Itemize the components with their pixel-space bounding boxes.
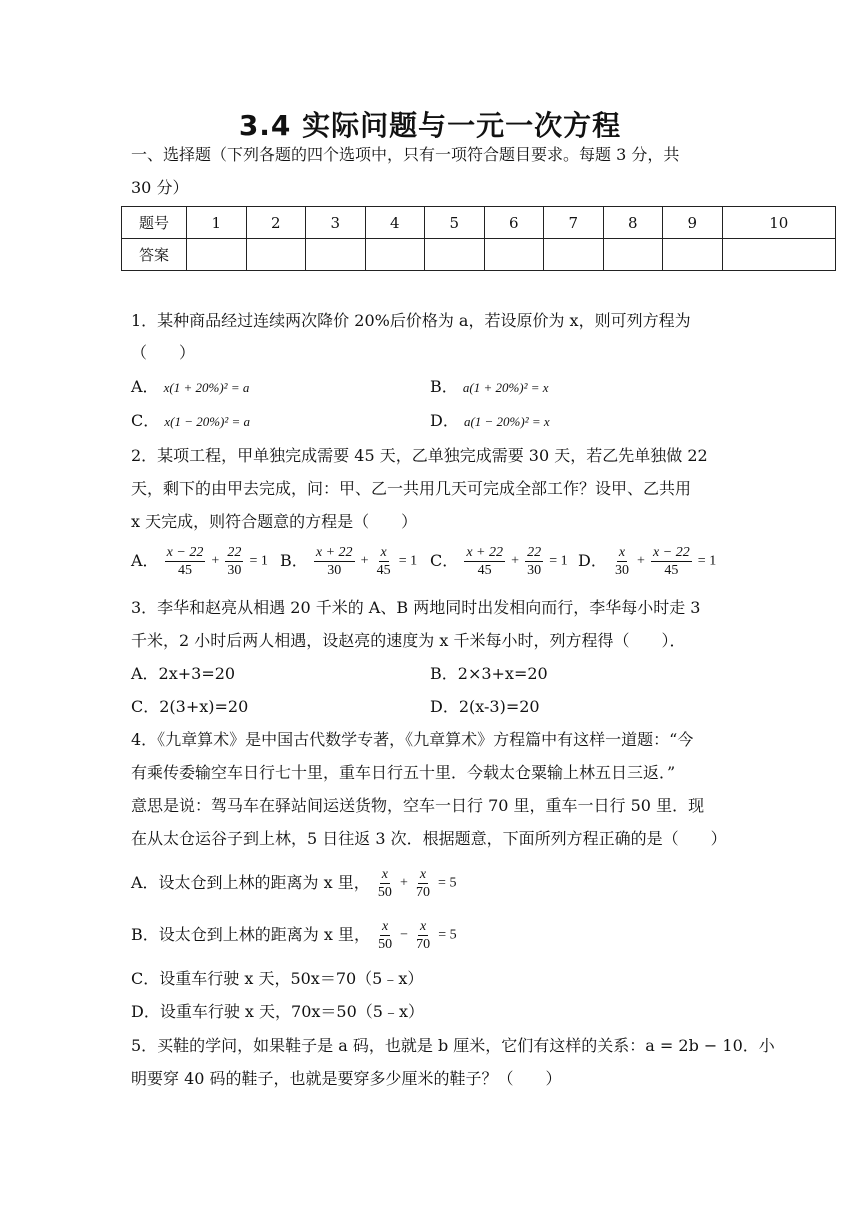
q2-stem-line2: 天，剩下的由甲去完成，问：甲、乙一共用几天可完成全部工作？设甲、乙共用 [131, 479, 692, 498]
q4-stem-line4: 在从太仓运谷子到上林，5 日往返 3 次．根据题意，下面所列方程正确的是（ ） [131, 829, 727, 848]
section-header-line2: 30 分） [131, 178, 189, 197]
fraction: $\frac{x + 22}{30}$ [315, 545, 353, 578]
option-expression: a(1 + 20%)² = x [462, 380, 549, 395]
fraction: $\frac{x}{70}$ [416, 919, 431, 952]
q5-stem-line1: 5．买鞋的学问，如果鞋子是 a 码，也就是 b 厘米，它们有这样的关系：a = 2b − 10．小 [131, 1036, 775, 1055]
page-title: 3.4 实际问题与一元一次方程 [238, 109, 622, 142]
q4-stem-line3: 意思是说：驾马车在驿站间运送货物，空车一日行 70 里，重车一日行 50 里．现 [131, 796, 705, 815]
fraction: $\frac{x}{30}$ [614, 545, 629, 578]
q3-option-c: C．2(3+x)=20 [131, 697, 249, 716]
q3-option-d: D．2(x-3)=20 [430, 697, 540, 716]
q1-option-b [430, 377, 549, 398]
q1-option-a [131, 377, 249, 398]
fraction: $\frac{x}{45}$ [376, 545, 391, 578]
fraction: $\frac{x}{70}$ [415, 867, 430, 900]
table-header-cell: 答案 [122, 239, 187, 271]
q4-option-b: B．设太仓到上林的距离为 x 里， $\frac{x}{50}$ − $\frac{x}{70}$ = 5 [131, 919, 457, 952]
option-expression: x(1 − 20%)² = a [164, 414, 251, 429]
table-header-cell: 题号 [122, 207, 187, 239]
table-cell: 5 [425, 207, 485, 239]
option-label: D． [430, 411, 459, 430]
table-cell: 10 [722, 207, 836, 239]
answer-cell[interactable] [187, 239, 247, 271]
answer-cell[interactable] [365, 239, 425, 271]
table-cell: 4 [365, 207, 425, 239]
option-label: D． [578, 551, 607, 570]
answer-cell[interactable] [663, 239, 723, 271]
q2-option-b: B． $\frac{x + 22}{30}$ + $\frac{x}{45}$ = 1 [280, 545, 418, 578]
fraction: $\frac{22}{30}$ [227, 545, 242, 578]
q4-option-c: C．设重车行驶 x 天，50x＝70（5﹣x） [131, 969, 424, 988]
q2-option-a: A． $\frac{x - 22}{45}$ + $\frac{22}{30}$ = 1 [131, 545, 268, 578]
option-label: B． [430, 377, 458, 396]
fraction: $\frac{x + 22}{45}$ [466, 545, 504, 578]
answer-cell[interactable] [603, 239, 663, 271]
table-cell: 2 [246, 207, 306, 239]
table-row [122, 239, 836, 271]
option-label: C． [430, 551, 459, 570]
fraction: $\frac{22}{30}$ [527, 545, 542, 578]
q2-stem-line3: x 天完成，则符合题意的方程是（ ） [131, 512, 418, 531]
q4-stem-line2: 有乘传委输空车日行七十里，重车日行五十里．今载太仓粟输上林五日三返．” [131, 763, 676, 782]
q5-stem-line2: 明要穿 40 码的鞋子，也就是要穿多少厘米的鞋子？（ ） [131, 1069, 562, 1088]
option-text: B．设太仓到上林的距离为 x 里， [131, 925, 370, 944]
table-row [122, 207, 836, 239]
q2-option-d: D． $\frac{x}{30}$ + $\frac{x - 22}{45}$ = 1 [578, 545, 717, 578]
table-cell: 7 [544, 207, 604, 239]
answer-cell[interactable] [306, 239, 366, 271]
option-label: A． [131, 551, 159, 570]
table-cell: 9 [663, 207, 723, 239]
q4-option-a: A．设太仓到上林的距离为 x 里， $\frac{x}{50}$ + $\frac{x}{70}$ = 5 [131, 867, 457, 900]
q4-option-d: D．设重车行驶 x 天，70x＝50（5﹣x） [131, 1002, 424, 1021]
option-label: B． [280, 551, 308, 570]
answer-cell[interactable] [246, 239, 306, 271]
answer-table [121, 206, 836, 271]
q3-option-b: B．2×3+x=20 [430, 664, 548, 683]
q1-option-d [430, 411, 550, 432]
option-text: A．设太仓到上林的距离为 x 里， [131, 873, 370, 892]
answer-cell[interactable] [722, 239, 836, 271]
fraction: $\frac{x}{50}$ [377, 867, 392, 900]
option-label: C． [131, 411, 160, 430]
q1-stem-line2: （ ） [131, 343, 196, 362]
answer-cell[interactable] [425, 239, 485, 271]
table-cell: 8 [603, 207, 663, 239]
option-expression: x(1 + 20%)² = a [163, 380, 250, 395]
fraction: $\frac{x}{50}$ [378, 919, 393, 952]
fraction: $\frac{x - 22}{45}$ [653, 545, 690, 578]
q2-option-c: C． $\frac{x + 22}{45}$ + $\frac{22}{30}$ = 1 [430, 545, 568, 578]
q3-option-a: A．2x+3=20 [131, 664, 236, 683]
fraction: $\frac{x - 22}{45}$ [166, 545, 204, 578]
option-label: A． [131, 377, 159, 396]
q4-stem-line1: 4．《九章算术》是中国古代数学专著，《九章算术》方程篇中有这样一道题：“今 [131, 730, 694, 749]
answer-cell[interactable] [484, 239, 544, 271]
section-header-line1: 一、选择题（下列各题的四个选项中，只有一项符合题目要求。每题 3 分，共 [131, 145, 680, 164]
table-cell: 1 [187, 207, 247, 239]
q1-option-c [131, 411, 250, 432]
q1-stem-line1: 1．某种商品经过连续两次降价 20%后价格为 a，若设原价为 x，则可列方程为 [131, 311, 691, 330]
q2-stem-line1: 2．某项工程，甲单独完成需要 45 天，乙单独完成需要 30 天，若乙先单独做 22 [131, 446, 708, 465]
table-cell: 3 [306, 207, 366, 239]
option-expression: a(1 − 20%)² = x [463, 414, 550, 429]
answer-cell[interactable] [544, 239, 604, 271]
table-cell: 6 [484, 207, 544, 239]
q3-stem-line1: 3．李华和赵亮从相遇 20 千米的 A、B 两地同时出发相向而行，李华每小时走 3 [131, 598, 701, 617]
q3-stem-line2: 千米，2 小时后两人相遇，设赵亮的速度为 x 千米每小时，列方程得（ ）． [131, 631, 686, 650]
